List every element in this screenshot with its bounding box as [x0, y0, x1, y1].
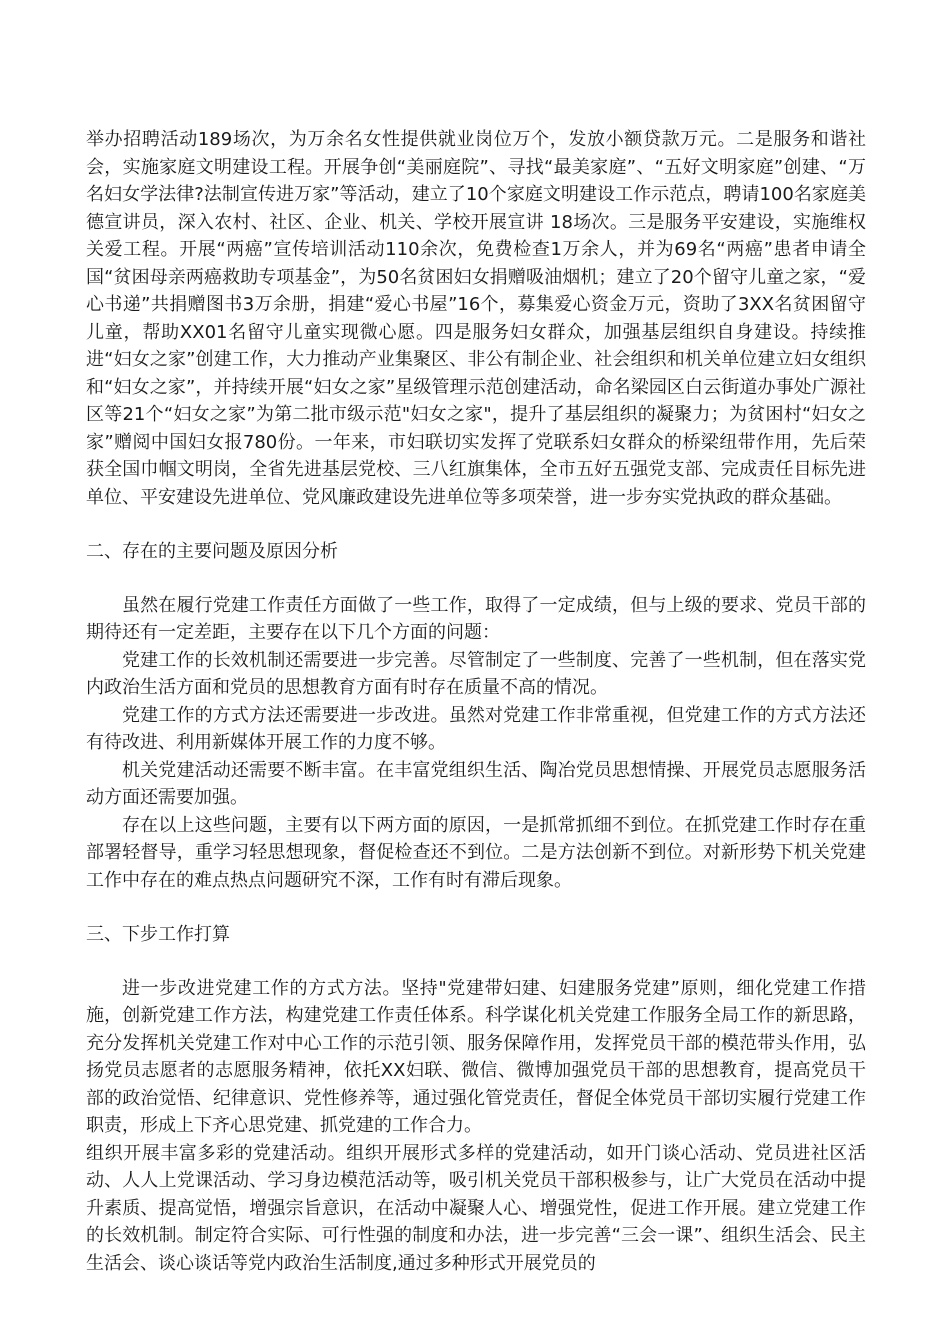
section-heading-2: 二、存在的主要问题及原因分析: [86, 541, 338, 562]
paragraph-2-1: 虽然在履行党建工作责任方面做了一些工作，取得了一定成绩，但与上级的要求、党员干部的期待还有一定差距，主要存在以下几个方面的问题：: [86, 594, 866, 643]
document-body: [86, 126, 866, 1277]
paragraph-2-5: 存在以上这些问题，主要有以下两方面的原因，一是抓常抓细不到位。在抓党建工作时存在重部署轻督导，重学习轻思想现象，督促检查还不到位。二是方法创新不到位。对新形势下机关党建工作中存在的难点热点问题研究不深，工作有时有滞后现象。: [86, 814, 866, 891]
paragraph-2-4: 机关党建活动还需要不断丰富。在丰富党组织生活、陶冶党员思想情操、开展党员志愿服务活动方面还需要加强。: [86, 759, 866, 808]
section-heading-3: 三、下步工作打算: [86, 924, 230, 945]
paragraph-3-2: 组织开展丰富多彩的党建活动。组织开展形式多样的党建活动，如开门谈心活动、党员进社区活动、人人上党课活动、学习身边模范活动等，吸引机关党员干部积极参与，让广大党员在活动中提升素质、提高觉悟，增强宗旨意识，在活动中凝聚人心、增强党性，促进工作开展。建立党建工作的长效机制。制定符合实际、可行性强的制度和办法，进一步完善“三会一课”、组织生活会、民主生活会、谈心谈话等党内政治生活制度,通过多种形式开展党员的: [86, 1142, 866, 1274]
paragraph-intro: 举办招聘活动189场次，为万余名女性提供就业岗位万个，发放小额贷款万元。二是服务和谐社会，实施家庭文明建设工程。开展争创“美丽庭院”、寻找“最美家庭”、“五好文明家庭”创建、“万名妇女学法律?法制宣传进万家”等活动，建立了10个家庭文明建设工作示范点，聘请100名家庭美德宣讲员，深入农村、社区、企业、机关、学校开展宣讲 18场次。三是服务平安建设，实施维权关爱工程。开展“两癌”宣传培训活动110余次，免费检查1万余人，并为69名“两癌”患者申请全国“贫困母亲两癌救助专项基金”，为50名贫困妇女捐赠吸油烟机；建立了20个留守儿童之家，“爱心书递”共捐赠图书3万余册，捐建“爱心书屋”16个，募集爱心资金万元，资助了3XX名贫困留守儿童，帮助XX01名留守儿童实现微心愿。四是服务妇女群众，加强基层组织自身建设。持续推进“妇女之家”创建工作，大力推动产业集聚区、非公有制企业、社会组织和机关单位建立妇女组织和“妇女之家”，并持续开展“妇女之家”星级管理示范创建活动，命名梁园区白云街道办事处广源社区等21个“妇女之家”为第二批市级示范"妇女之家"，提升了基层组织的凝聚力；为贫困村“妇女之家”赠阅中国妇女报780份。一年来，市妇联切实发挥了党联系妇女群众的桥梁纽带作用，先后荣获全国巾帼文明岗，全省先进基层党校、三八红旗集体，全市五好五强党支部、完成责任目标先进单位、平安建设先进单位、党风廉政建设先进单位等多项荣誉，进一步夯实党执政的群众基础。: [86, 129, 866, 508]
paragraph-2-2: 党建工作的长效机制还需要进一步完善。尽管制定了一些制度、完善了一些机制，但在落实党内政治生活方面和党员的思想教育方面有时存在质量不高的情况。: [86, 649, 866, 698]
paragraph-3-1: 进一步改进党建工作的方式方法。坚持"党建带妇建、妇建服务党建”原则，细化党建工作措施，创新党建工作方法，构建党建工作责任体系。科学谋化机关党建工作服务全局工作的新思路，充分发挥机关党建工作对中心工作的示范引领、服务保障作用，发挥党员干部的模范带头作用，弘扬党员志愿者的志愿服务精神，依托XX妇联、微信、微博加强党员干部的思想教育，提高党员干部的政治觉悟、纪律意识、党性修养等，通过强化管党责任，督促全体党员干部切实履行党建工作职责，形成上下齐心思党建、抓党建的工作合力。: [86, 977, 866, 1136]
paragraph-2-3: 党建工作的方式方法还需要进一步改进。虽然对党建工作非常重视，但党建工作的方式方法还有待改进、利用新媒体开展工作的力度不够。: [86, 704, 866, 753]
